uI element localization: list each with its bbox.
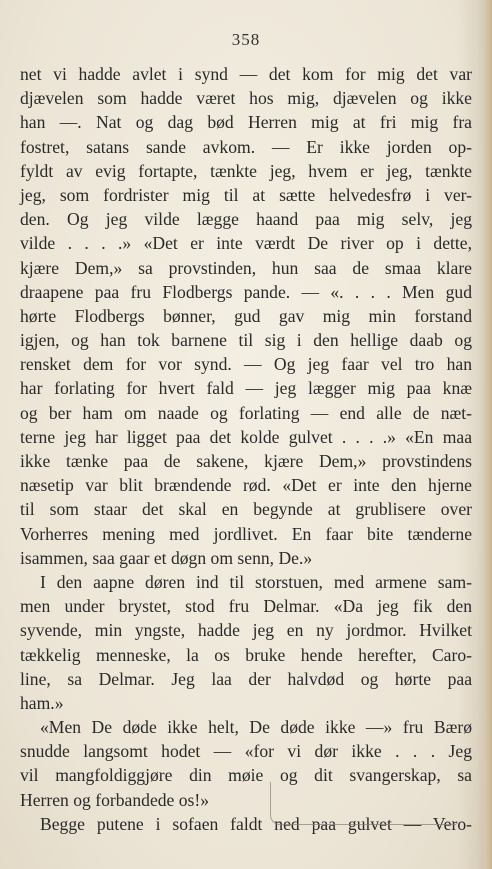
text-line: ikke tænke paa de sakene, kjære Dem,» provstindens <box>20 451 472 471</box>
text-line: og ber ham om naade og forlating — end alle de næt- <box>20 402 472 423</box>
text-line: net vi hadde avlet i synd — det kom for mig det var <box>20 64 472 84</box>
page-number: 358 <box>231 30 261 49</box>
library-stamp-mark <box>270 782 456 825</box>
text-line: rensket dem for vor synd. — Og jeg faar vel tro han <box>20 354 472 375</box>
text-line: snudde langsomt hodet — «for vi dør ikke . . . Jeg <box>20 741 472 762</box>
text-line: Herren og forbandede os!» <box>20 789 210 810</box>
text-line: «Men De døde ikke helt, De døde ikke —» fru Bærø <box>40 717 472 738</box>
text-line: fyldt av evig fortapte, tænkte jeg, hvem er jeg, tænkte <box>20 160 472 181</box>
text-line: line, sa Delmar. Jeg laa der halvdød og hørte paa <box>20 668 472 689</box>
text-line: han —. Nat og dag bød Herren mig at fri mig fra <box>20 112 472 133</box>
text-line: fostret, satans sande avkom. — Er ikke jorden op- <box>20 136 472 157</box>
text-line: Vorherres mening med jordlivet. En faar bite tænderne <box>20 523 472 544</box>
text-line: kjære Dem,» sa provstinden, hun saa de smaa klare <box>20 257 472 278</box>
text-line: igjen, og han tok barnene til sig i den hellige daab og <box>20 330 472 351</box>
body-text <box>20 62 472 836</box>
text-line: jeg, som fordrister mig til at sætte helvedesfrø i ver- <box>20 184 472 205</box>
text-line: tækkelig menneske, la os bruke hende herefter, Caro- <box>20 644 472 665</box>
text-line: Begge putene i sofaen faldt ned paa gulvet — Vero- <box>40 813 472 834</box>
text-line: den. Og jeg vilde lægge haand paa mig selv, jeg <box>20 209 472 230</box>
text-line: vilde . . . .» «Det er inte værdt De river op i dette, <box>20 233 472 254</box>
text-line: I den aapne døren ind til storstuen, med armene sam- <box>40 571 472 592</box>
text-line: har forlating for hvert fald — jeg lægger mig paa knæ <box>20 378 472 399</box>
text-line: terne jeg har ligget paa det kolde gulvet . . . .» «En maa <box>20 426 472 447</box>
text-line: draapene paa fru Flodbergs pande. — «. . . . Men gud <box>20 281 472 302</box>
text-line: ham.» <box>20 692 64 713</box>
text-line: hørte Flodbergs bønner, gud gav mig min forstand <box>20 305 472 326</box>
page-edge <box>484 0 492 869</box>
text-line: djævelen som hadde været hos mig, djævelen og ikke <box>20 88 472 109</box>
text-line: til som staar det skal en begynde at grublisere over <box>20 499 472 520</box>
text-line: næsetip var blit brændende rød. «Det er inte den hjerne <box>20 475 472 496</box>
text-line: men under brystet, stod fru Delmar. «Da jeg fik den <box>20 596 472 617</box>
text-line: isammen, saa gaar et døgn om senn, De.» <box>20 547 313 568</box>
text-line: vil mangfoldiggjøre din møie og dit svangerskap, sa <box>20 765 472 786</box>
text-line: syvende, min yngste, hadde jeg en ny jordmor. Hvilket <box>20 620 472 641</box>
